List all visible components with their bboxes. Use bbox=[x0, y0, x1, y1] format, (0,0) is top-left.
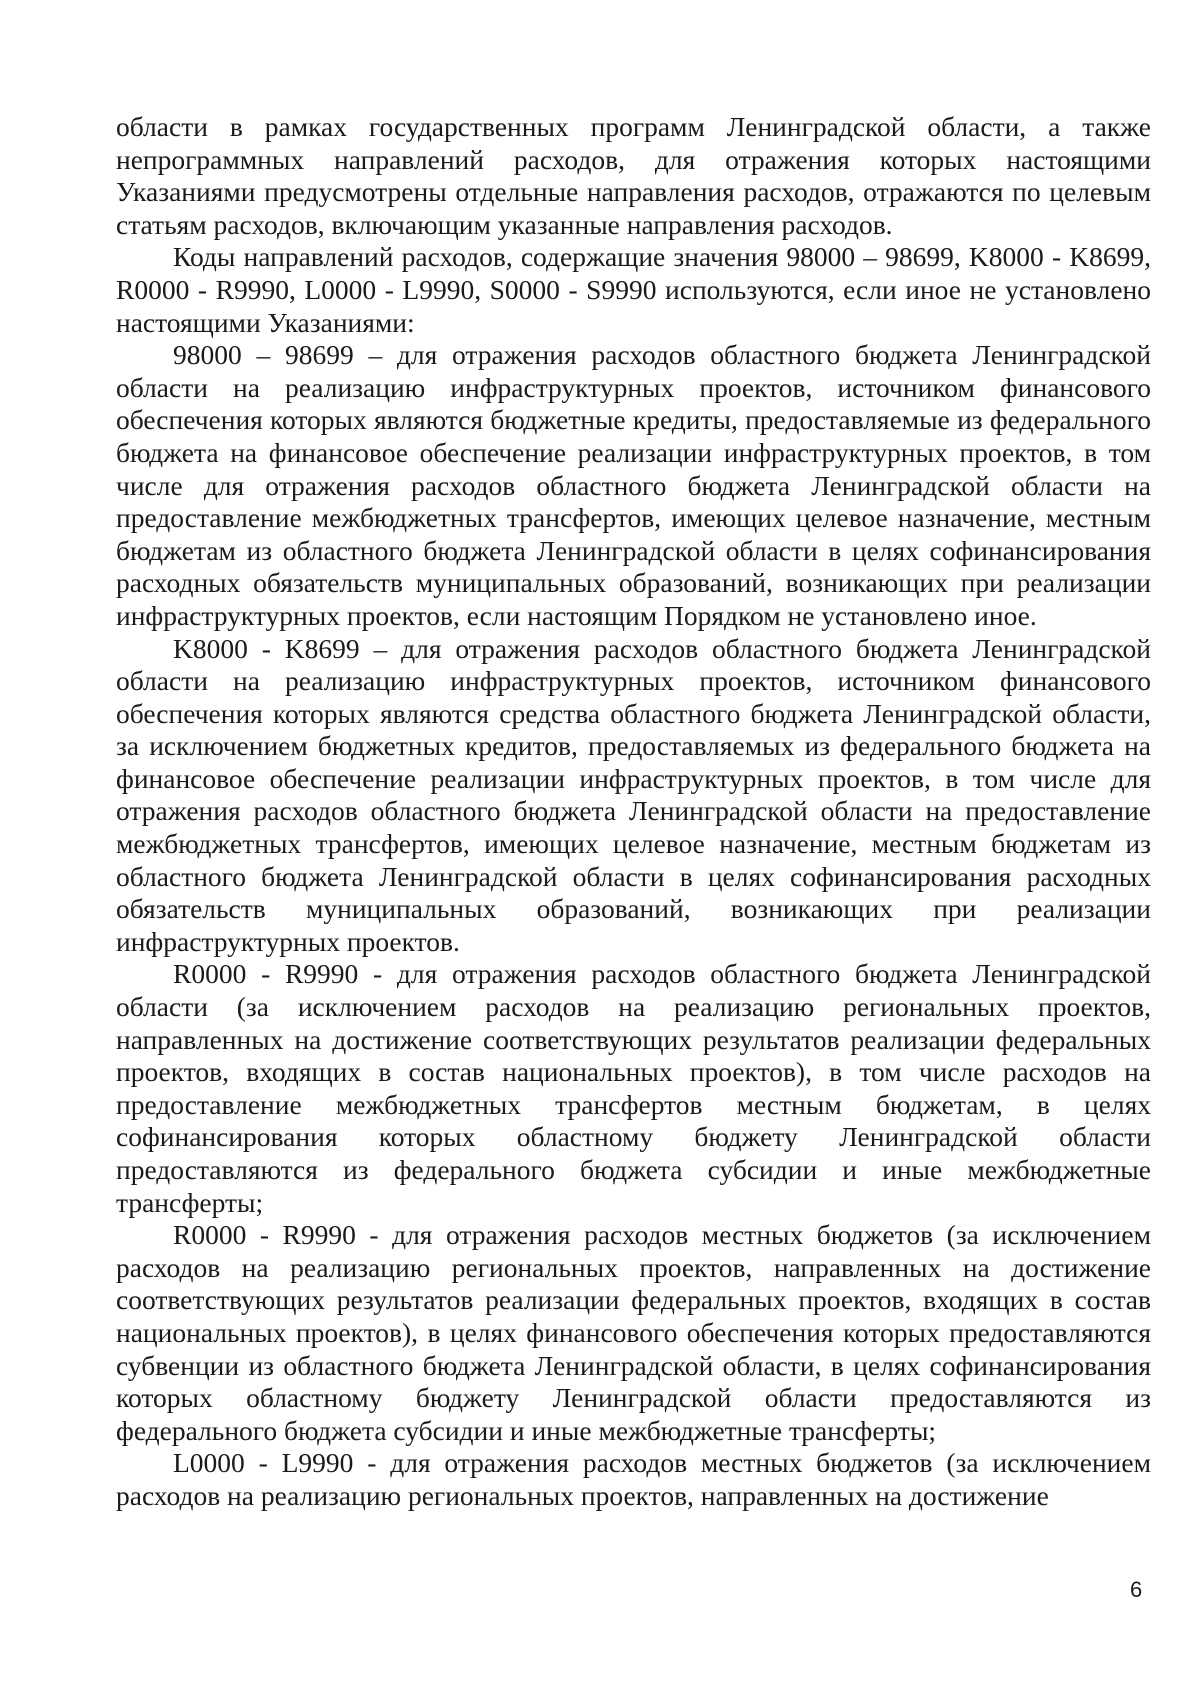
paragraph-7: L0000 - L9990 - для отражения расходов местных бюджетов (за исключением расходов на реализацию региональных проектов, направленных на достижение bbox=[116, 1447, 1151, 1511]
page-number: 6 bbox=[1130, 1577, 1143, 1602]
paragraph-4: K8000 - K8699 – для отражения расходов областного бюджета Ленинградской области на реализацию инфраструктурных проектов, источником финансового обеспечения которых являются средства областного бюджета Ленинградской области, за исключением бюджетных кредитов, предоставляемых из федерального бюджета на финансовое обеспечение реализации инфраструктурных проектов, в том числе для отражения расходов областного бюджета Ленинградской области на предоставление межбюджетных трансфертов, имеющих целевое назначение, местным бюджетам из областного бюджета Ленинградской области в целях софинансирования расходных обязательств муниципальных образований, возникающих при реализации инфраструктурных проектов. bbox=[116, 632, 1151, 957]
paragraph-2: Коды направлений расходов, содержащие значения 98000 – 98699, K8000 - K8699, R0000 - R9990, L0000 - L9990, S0000 - S9990 используются, если иное не установлено настоящими Указаниями: bbox=[116, 241, 1151, 338]
paragraph-6: R0000 - R9990 - для отражения расходов местных бюджетов (за исключением расходов на реализацию региональных проектов, направленных на достижение соответствующих результатов реализации федеральных проектов, входящих в состав национальных проектов), в целях финансового обеспечения которых предоставляются субвенции из областного бюджета Ленинградской области, в целях софинансирования которых областному бюджету Ленинградской области предоставляются из федерального бюджета субсидии и иные межбюджетные трансферты; bbox=[116, 1219, 1151, 1446]
document-body bbox=[116, 111, 1151, 1513]
paragraph-5: R0000 - R9990 - для отражения расходов областного бюджета Ленинградской области (за исключением расходов на реализацию региональных проектов, направленных на достижение соответствующих результатов реализации федеральных проектов, входящих в состав национальных проектов), в том числе расходов на предоставление межбюджетных трансфертов местным бюджетам, в целях софинансирования которых областному бюджету Ленинградской области предоставляются из федерального бюджета субсидии и иные межбюджетные трансферты; bbox=[116, 958, 1151, 1218]
paragraph-3: 98000 – 98699 – для отражения расходов областного бюджета Ленинградской области на реализацию инфраструктурных проектов, источником финансового обеспечения которых являются бюджетные кредиты, предоставляемые из федерального бюджета на финансовое обеспечение реализации инфраструктурных проектов, в том числе для отражения расходов областного бюджета Ленинградской области на предоставление межбюджетных трансфертов, имеющих целевое назначение, местным бюджетам из областного бюджета Ленинградской области в целях софинансирования расходных обязательств муниципальных образований, возникающих при реализации инфраструктурных проектов, если настоящим Порядком не установлено иное. bbox=[116, 339, 1151, 631]
paragraph-1: области в рамках государственных программ Ленинградской области, а также непрограммных направлений расходов, для отражения которых настоящими Указаниями предусмотрены отдельные направления расходов, отражаются по целевым статьям расходов, включающим указанные направления расходов. bbox=[116, 111, 1151, 240]
